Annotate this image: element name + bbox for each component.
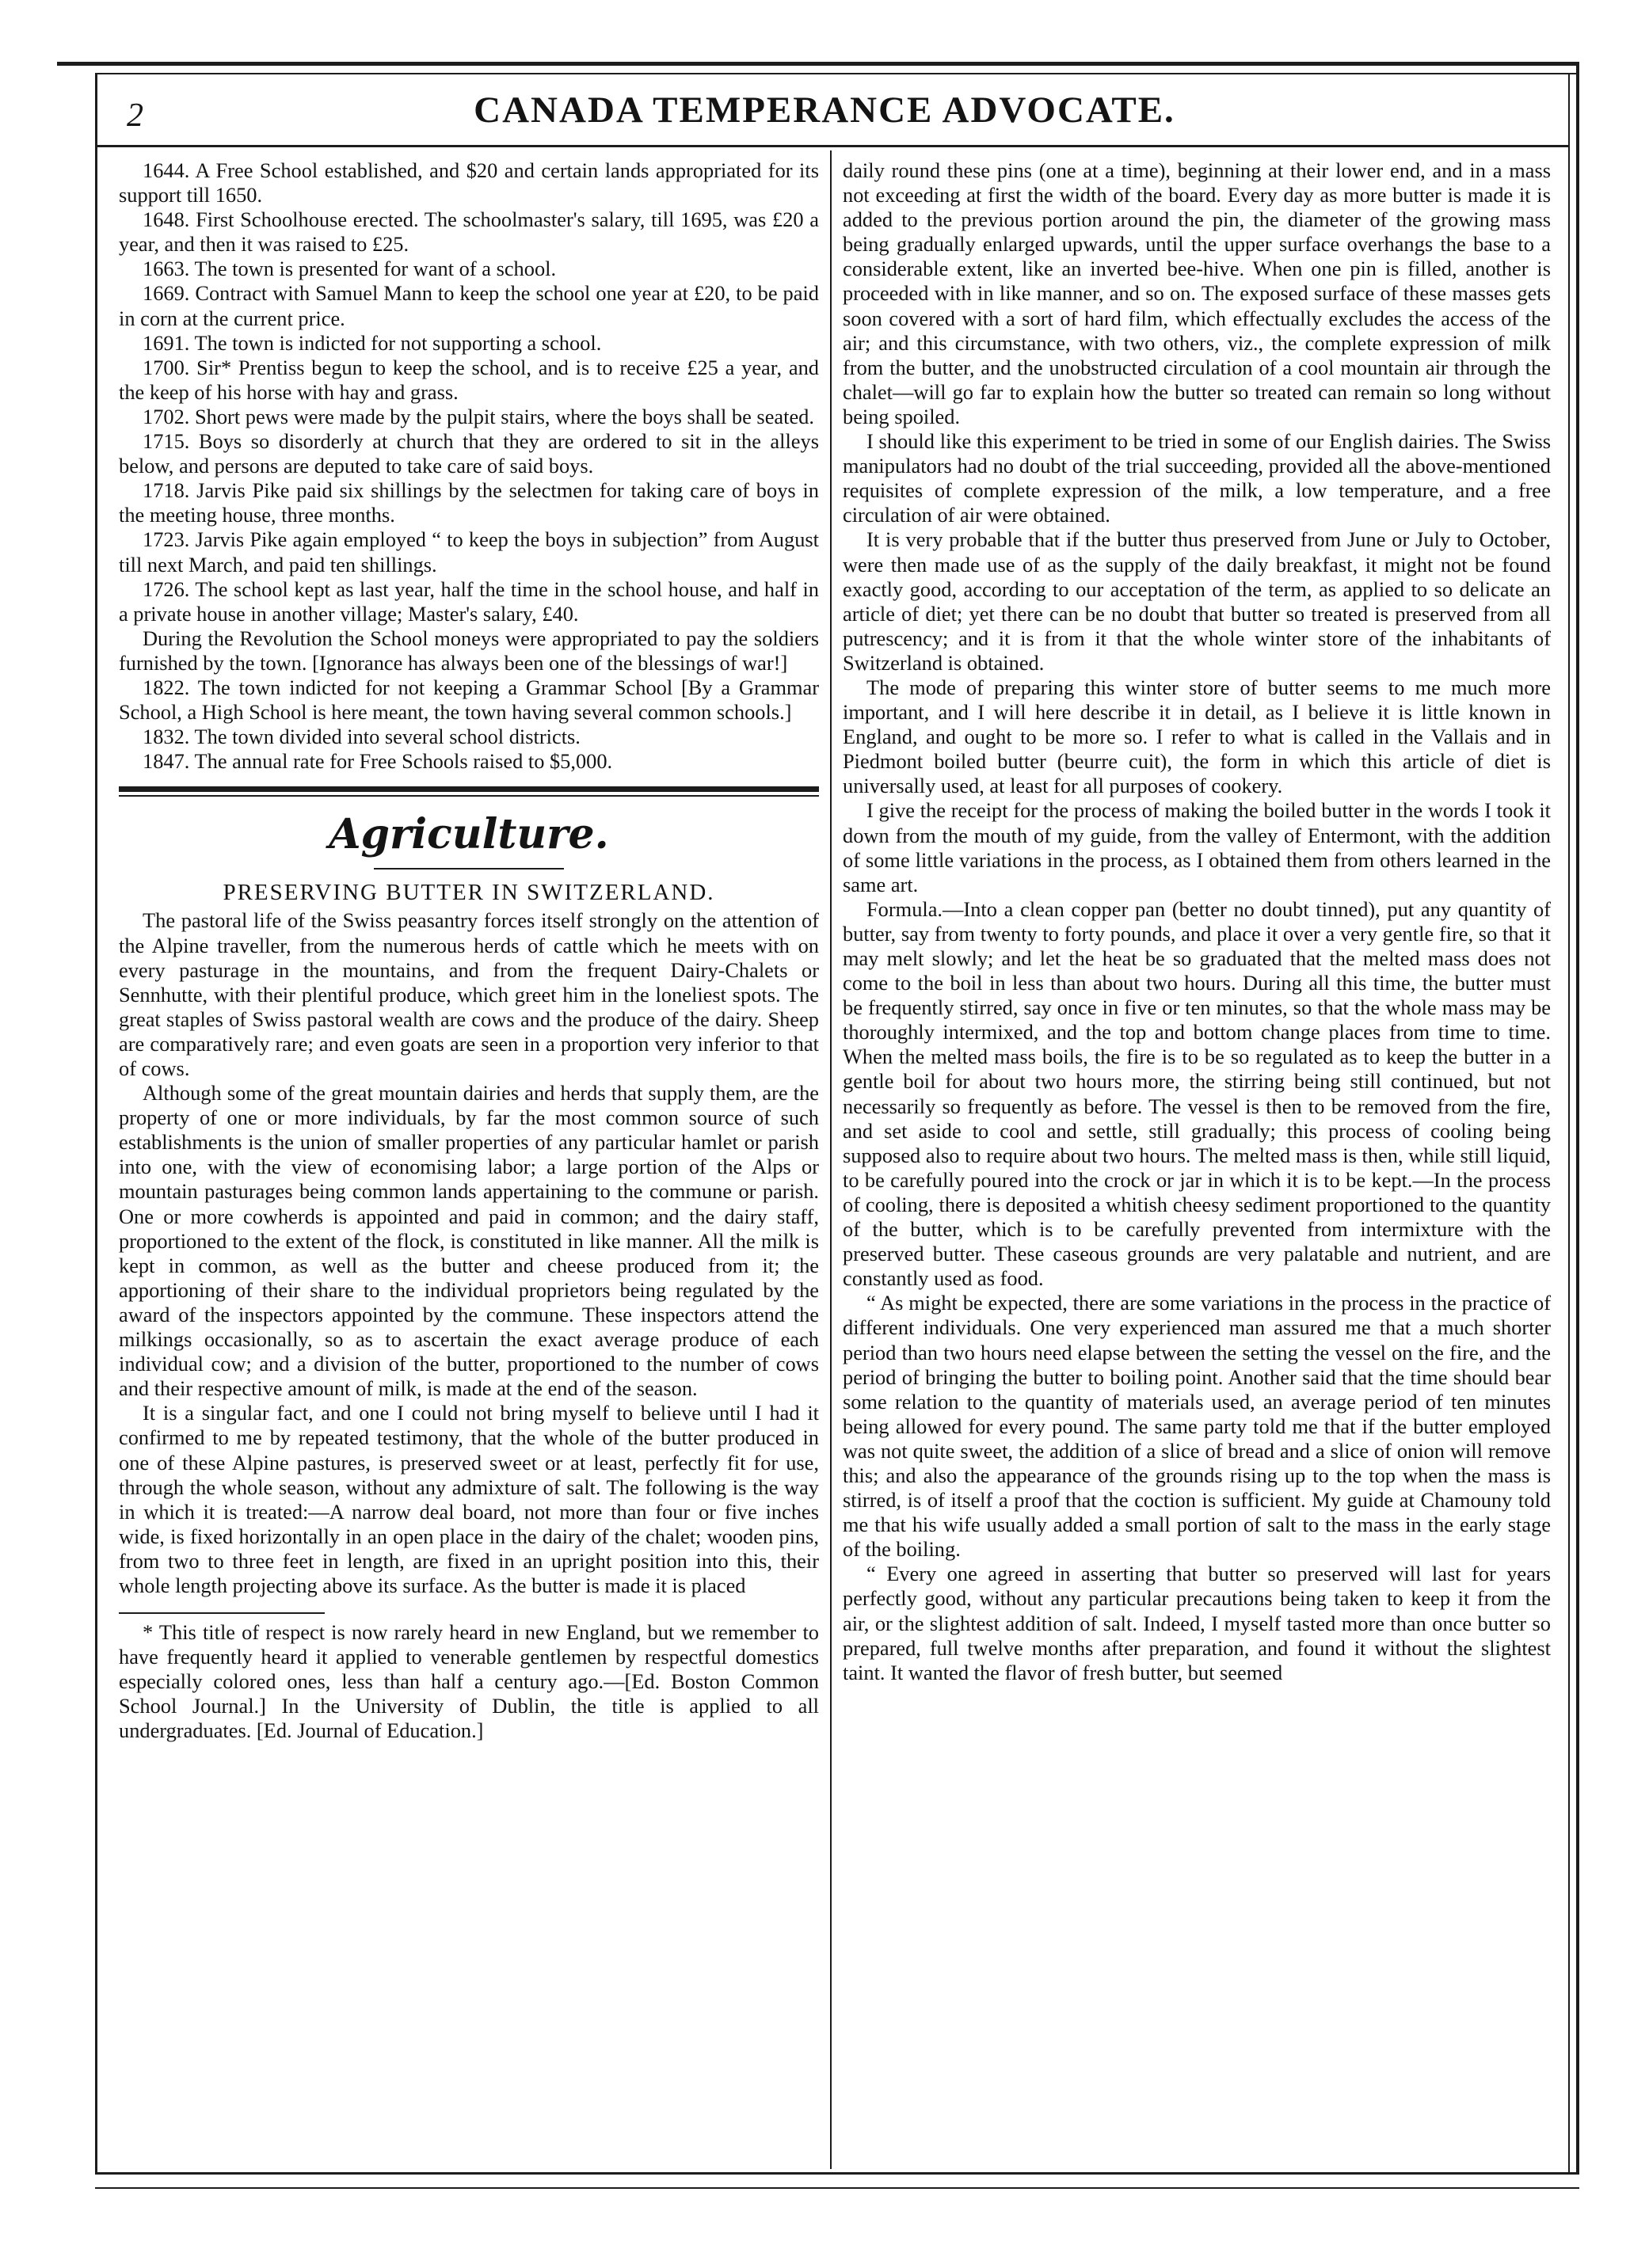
article-title: PRESERVING BUTTER IN SWITZERLAND.	[223, 880, 715, 906]
timeline-entry: 1691. The town is indicted for not supporting a school.	[143, 330, 602, 355]
timeline-entry: 1822. The town indicted for not keeping a Grammar School [By a Grammar School, a High School is here meant, the town having several common schools.]	[119, 675, 819, 725]
footnote: * This title of respect is now rarely heard in new England, but we remember to have frequently heard it applied to venerable gentlemen by respectful domestics especially colored ones, less than half a century ago.—[Ed. Boston Common School Journal.] In the University of Dublin, the title is applied to all undergraduates. [Ed. Journal of Education.]	[119, 1620, 819, 1743]
timeline-entry: During the Revolution the School moneys were appropriated to pay the soldiers furnished by the town. [Ignorance has always been one of the blessings of war!]	[119, 626, 819, 675]
article-paragraph: It is a singular fact, and one I could not bring myself to believe until I had it confirmed to me by repeated testimony, that the whole of the butter produced in one of these Alpine pastures, is preserved sweet or at least, perfectly fit for use, through the whole season, without any admixture of salt. The following is the way in which it is treated:—A narrow deal board, not more than four or five inches wide, is fixed horizontally in an open place in the dairy of the chalet; wooden pins, from two to three feet in length, are fixed in an upright position into this, their whole length projecting above its surface. As the butter is made it is placed	[119, 1401, 819, 1597]
article-paragraph: The mode of preparing this winter store of butter seems to me much more important, and I will here describe it in detail, as I believe it is little known in England, and ought to be more so. I refer to what is called in the Vallais and in Piedmont boiled butter (beurre cuit), the form in which this article of diet is universally used, at least for all purposes of cookery.	[843, 675, 1551, 798]
article-paragraph: It is very probable that if the butter thus preserved from June or July to October, were then made use of as the supply of the daily breakfast, it might not be found exactly good, according to our acceptation of the term, as applied to so delicate an article of diet; yet there can be no doubt that butter so treated is preserved from all putrescency; and it is from it that the whole winter store of the inhabitants of Switzerland is obtained.	[843, 527, 1551, 675]
timeline-entry: 1715. Boys so disorderly at church that they are ordered to sit in the alleys below, and persons are deputed to take care of said boys.	[119, 429, 819, 478]
left-column	[119, 158, 819, 1744]
section-divider-thick	[119, 786, 819, 792]
article-paragraph: The pastoral life of the Swiss peasantry forces itself strongly on the attention of the Alpine traveller, from the numerous herds of cattle which he meets with on every pasturage in the mountains, and from the frequent Dairy-Chalets or Sennhutte, with their plentiful produce, which greet him in the loneliest spots. The great staples of Swiss pastoral wealth are cows and the produce of the dairy. Sheep are comparatively rare; and even goats are seen in a proportion very inferior to that of cows.	[119, 908, 819, 1080]
frame-top-rule	[57, 62, 1579, 66]
footnote-rule	[119, 1612, 325, 1614]
timeline-entry: 1702. Short pews were made by the pulpit stairs, where the boys shall be seated.	[143, 404, 814, 428]
section-divider-thin	[119, 795, 819, 797]
article-paragraph: Although some of the great mountain dairies and herds that supply them, are the property of one or more individuals, by far the most common source of such establishments is the union of smaller properties of any particular hamlet or parish into one, with the view of economising labor; a large portion of the Alps or mountain pasturages being common lands appertaining to the commune or parish. One or more cowherds is appointed and paid in common; and the dairy staff, proportioned to the extent of the flock, is constituted in like manner. All the milk is kept in common, as well as the butter and cheese produced from it; the apportioning of their share to the individual proprietors being regulated by the award of the inspectors appointed by the commune. These inspectors attend the milkings occasionally, so as to ascertain the exact average produce of each individual cow; and a division of the butter, proportioned to the number of cows and their respective amount of milk, is made at the end of the season.	[119, 1081, 819, 1401]
timeline-entry: 1847. The annual rate for Free Schools raised to $5,000.	[143, 749, 613, 774]
frame-left-rule	[95, 73, 97, 2173]
frame-bottom-rule	[95, 2172, 1579, 2175]
page-number: 2	[127, 97, 143, 134]
article-paragraph: “ Every one agreed in asserting that butter so preserved will last for years perfectly good, without any particular precautions being taken to keep it from the air, or the slightest addition of salt. Indeed, I myself tasted more than once butter so prepared, full twelve months after preparation, and found it without the slightest taint. It wanted the flavor of fresh butter, but seemed	[843, 1562, 1551, 1684]
timeline-entry: 1723. Jarvis Pike again employed “ to keep the boys in subjection” from August till next March, and paid ten shillings.	[119, 527, 819, 577]
right-column	[843, 158, 1551, 1685]
timeline-entry: 1648. First Schoolhouse erected. The schoolmaster's salary, till 1695, was £20 a year, and then it was raised to £25.	[119, 207, 819, 257]
column-divider	[830, 150, 832, 2169]
timeline-entry: 1663. The town is presented for want of a school.	[143, 257, 557, 281]
timeline-entry: 1700. Sir* Prentiss begun to keep the school, and is to receive £25 a year, and the keep of his horse with hay and grass.	[119, 355, 819, 404]
frame-right-inner-rule	[1568, 73, 1570, 2173]
article-paragraph: Formula.—Into a clean copper pan (better no doubt tinned), put any quantity of butter, say from twenty to forty pounds, and place it over a very gentle fire, so that it may melt slowly; and let the heat be so graduated that the melted mass does not come to the boil in less than about two hours. During all this time, the butter must be frequently stirred, say once in five or ten minutes, so that the whole mass may be thoroughly intermixed, and the top and bottom change places from time to time. When the melted mass boils, the fire is to be so regulated as to keep the butter in a gentle boil for about two hours more, the stirring being still continued, but not necessarily so frequently as before. The vessel is then to be removed from the fire, and set aside to cool and settle, still gradually; this process of cooling being supposed also to require about two hours. The melted mass is then, while still liquid, to be carefully poured into the crock or jar in which it is to be kept.—In the process of cooling, there is deposited a whitish cheesy sediment proportioned to the quantity of the butter, which is to be carefully prevented from intermixture with the preserved butter. These caseous grounds are very palatable and nutrient, and are constantly used as food.	[843, 896, 1551, 1291]
article-paragraph: “ As might be expected, there are some variations in the process in the practice of different individuals. One very experienced man assured me that a much shorter period than two hours need elapse between the setting the vessel on the fire, and the period of bringing the butter to boiling point. Another said that the time should bear some relation to the quantity of materials used, an average period of ten minutes being allowed for every pound. The same party told me that if the butter employed was not quite sweet, the addition of a slice of bread and a slice of onion will remove this; and also the appearance of the grounds rising up to the top when the mass is stirred, is of itself a proof that the coction is sufficient. My guide at Chamouny told me that his wife usually added a small portion of salt to the mass in the early stage of the boiling.	[843, 1291, 1551, 1562]
section-heading-agriculture: Agriculture.	[329, 810, 609, 859]
section-heading-rule	[374, 868, 564, 870]
school-history-timeline	[119, 158, 819, 774]
frame-right-rule	[1576, 62, 1579, 2173]
timeline-entry: 1832. The town divided into several school districts.	[143, 725, 581, 749]
page-title: CANADA TEMPERANCE ADVOCATE.	[474, 89, 1175, 131]
article-paragraph: daily round these pins (one at a time), beginning at their lower end, and in a mass not exceeding at first the width of the board. Every day as more butter is made it is added to the previous portion around the pin, the diameter of the growing mass being gradually enlarged upwards, until the upper surface overhangs the base to a considerable extent, like an inverted bee-hive. When one pin is filled, another is proceeded with in like manner, and so on. The exposed surface of these masses gets soon covered with a sort of hard film, which effectually excludes the access of the air; and this circumstance, with two others, viz., the complete expression of milk from the butter, and the unobstructed circulation of a cool mountain air through the chalet—will go far to explain how the butter so treated can remain so long without being spoiled.	[843, 158, 1551, 428]
timeline-entry: 1669. Contract with Samuel Mann to keep the school one year at £20, to be paid in corn at the current price.	[119, 281, 819, 330]
header-rule	[97, 145, 1568, 147]
timeline-entry: 1726. The school kept as last year, half the time in the school house, and half in a private house in another village; Master's salary, £40.	[119, 577, 819, 626]
timeline-entry: 1718. Jarvis Pike paid six shillings by the selectmen for taking care of boys in the meeting house, three months.	[119, 478, 819, 527]
article-paragraph: I should like this experiment to be tried in some of our English dairies. The Swiss manipulators had no doubt of the trial succeeding, provided all the above-mentioned requisites of complete expression of the milk, a low temperature, and a free circulation of air were obtained.	[843, 429, 1551, 527]
frame-bottom-inner-rule	[95, 2187, 1579, 2189]
article-paragraph: I give the receipt for the process of making the boiled butter in the words I took it down from the mouth of my guide, from the valley of Entermont, with the addition of some little variations in the process, as I obtained them from others learned in the same art.	[843, 798, 1551, 896]
frame-top-inner-rule	[95, 73, 1579, 74]
timeline-entry: 1644. A Free School established, and $20 and certain lands appropriated for its support till 1650.	[119, 158, 819, 207]
